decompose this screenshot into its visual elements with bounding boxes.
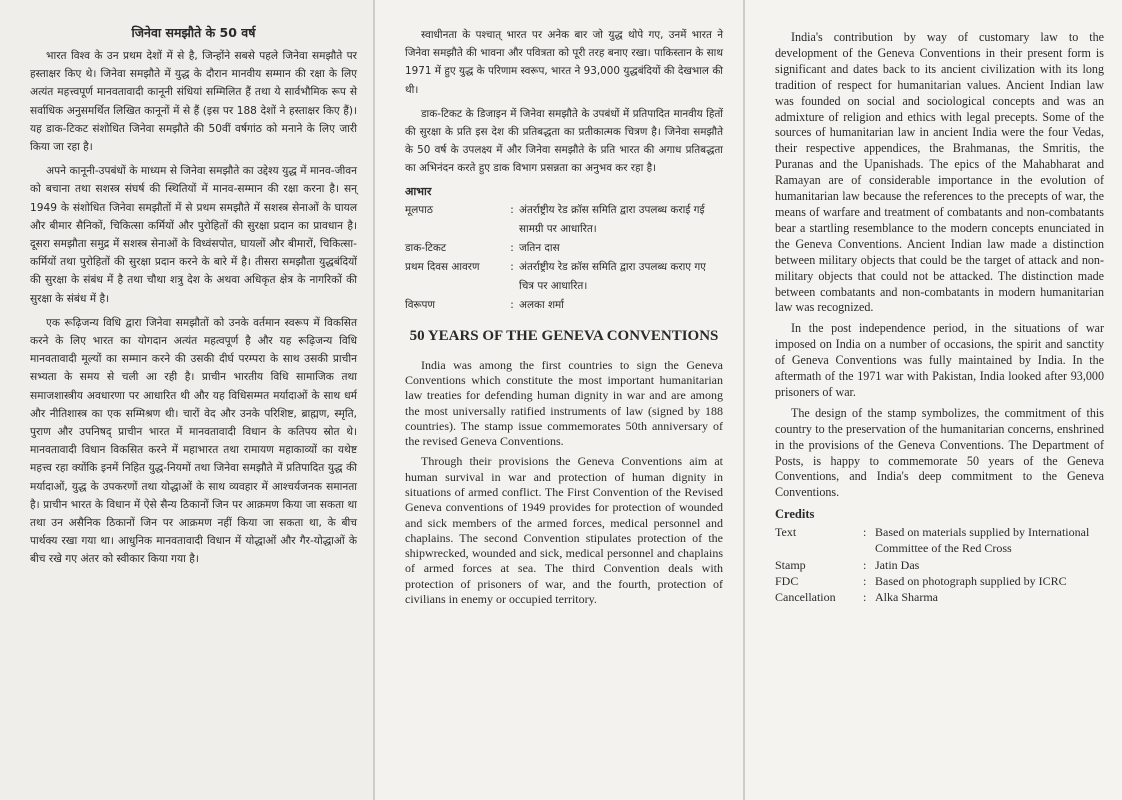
credit-row bbox=[405, 201, 723, 239]
credit-value: Jatin Das bbox=[875, 557, 920, 572]
credit-key: विरूपण bbox=[405, 298, 435, 311]
english-paragraph-4: In the post independence period, in the situations of war imposed on India on a number of occasions, the spirit and sanctity of Geneva Conventions was fully maintained by India. In the aftermath of the 1971 war with Pakistan, India looked after 93,000 prisoners of war. bbox=[775, 321, 1104, 399]
right-panel-english bbox=[745, 0, 1122, 800]
hindi-middle-paragraph-1: स्वाधीनता के पश्चात् भारत पर अनेक बार जो युद्ध थोपे गए, उनमें भारत ने जिनेवा समझौते की भावना और पवित्रता को पूरी तरह बनाए रखा। पाकिस्तान के साथ 1971 में हुए युद्ध के परिणाम स्वरूप, भारत ने 93,000 युद्धबंदियों की देखभाल की थी। bbox=[405, 29, 723, 96]
colon: : bbox=[863, 573, 867, 588]
credit-key: FDC bbox=[775, 573, 799, 588]
english-paragraph-5: The design of the stamp symbolizes, the commitment of this country to the preservation of the humanitarian concerns, enshrined in the provisions of the Geneva Conventions. The Department of Posts, is happy to commemorate 50 years of the Geneva Conventions, and India's deep commitment to the Geneva Conventions. bbox=[775, 405, 1104, 500]
english-credits-heading: Credits bbox=[775, 507, 815, 522]
credit-key: प्रथम दिवस आवरण bbox=[405, 260, 480, 273]
colon: : bbox=[510, 260, 514, 273]
credit-key: Stamp bbox=[775, 557, 806, 572]
english-paragraph-3: India's contribution by way of customary law to the development of the Geneva Conventions in their present form is significant and dates back to its ancient civilization with its long tradition of respect for humanitarian values. Ancient Indian law was founded on social and sociological concepts and was an admixture of religion and ethics with legal precepts. Some of the sources of humanitarian law in ancient India were the four Vedas, their respective appendices, the Brahmanas, the Smritis, the Puranas and the Upanishads. The epics of the Mahabharat and Ramayan are of considerable importance in the evolution of humanitarian law because the references to the precepts of war, the means of warfare and treatment of combatants and non-combatants bear a startling resemblance to the modern concepts enunciated in the Geneva Conventions. Ancient Indian law made a distinction between military objects that could be the target of attack and non-military objects that could not be attacked. The distinction made between combatants and non-combatants in modern humanitarian law was recognized. bbox=[775, 30, 1104, 315]
credit-row bbox=[775, 573, 1104, 589]
credit-value: Alka Sharma bbox=[875, 590, 938, 605]
credit-key: डाक-टिकट bbox=[405, 241, 447, 254]
credit-row bbox=[775, 557, 1104, 573]
english-paragraph-2: Through their provisions the Geneva Conventions aim at human survival in war and protection of human dignity in situations of armed conflict. The First Convention of the Revised Geneva conventions of 1949 provides for protection of wounded and sick members of the armed forces, medical personnel and chaplains. The second Convention stipulates protection of the shipwrecked, wounded and sick, medical personnel and chaplains of armed forces at sea. The third Convention deals with protection of prisoners of war, and the fourth, protection of civilians in enemy or occupied territory. bbox=[405, 454, 723, 607]
colon: : bbox=[510, 241, 514, 254]
left-panel-hindi bbox=[0, 0, 373, 800]
colon: : bbox=[863, 557, 867, 572]
credit-value: Based on materials supplied by International Committee of the Red Cross bbox=[875, 525, 1090, 556]
colon: : bbox=[510, 203, 514, 216]
colon: : bbox=[863, 590, 867, 605]
credit-row bbox=[775, 524, 1104, 556]
hindi-left-paragraph-2: अपने कानूनी-उपबंधों के माध्यम से जिनेवा समझौते का उद्देश्य युद्ध में मानव-जीवन को बचाना तथा सशस्त्र संघर्ष की स्थितियों में मानव-सम्मान की रक्षा करना है। सन् 1949 के संशोधित जिनेवा समझौतों में से प्रथम समझौते में सशस्त्र सेनाओं के घायल और बीमार सैनिकों, चिकित्सा कर्मियों और पुरोहितों की सुरक्षा प्रदान का प्रावधान है। दूसरा समझौता समुद्र में सशस्त्र सेनाओं के विध्वंसपोत, घायलों और बीमारों, चिकित्सा-कर्मियों तथा पुरोहितों की सुरक्षा प्रदान करने के बारे में है। तीसरा समझौता युद्धबंदियों की सुरक्षा के संबंध में है तथा चौथा शत्रु देश के अथवा अधिकृत क्षेत्र के नागरिकों की सुरक्षा के संबंध में है। bbox=[30, 165, 357, 305]
credit-value: अलका शर्मा bbox=[519, 298, 564, 311]
credit-row bbox=[405, 258, 723, 296]
credit-value: जतिन दास bbox=[519, 241, 560, 254]
middle-panel bbox=[375, 0, 743, 800]
colon: : bbox=[863, 525, 867, 540]
hindi-middle-paragraph-2: डाक-टिकट के डिजाइन में जिनेवा समझौते के उपबंधों में प्रतिपादित मानवीय हितों की सुरक्षा के प्रति इस देश की प्रतिबद्धता का प्रतीकात्मक चित्रण है। जिनेवा समझौते के 50 वर्ष के उपलक्ष्य में और जिनेवा समझौते के प्रति भारत की अगाध प्रतिबद्धता का अभिनंदन करते हुए डाक विभाग प्रसन्नता का अनुभव कर रहा है। bbox=[405, 107, 723, 175]
credit-row bbox=[775, 589, 1104, 605]
credit-row bbox=[405, 296, 723, 315]
english-title: 50 YEARS OF THE GENEVA CONVENTIONS bbox=[409, 327, 719, 344]
hindi-credits-table bbox=[405, 201, 723, 315]
credit-value: Based on photograph supplied by ICRC bbox=[875, 573, 1067, 588]
english-paragraph-1: India was among the first countries to sign the Geneva Conventions which constitute the most important humanitarian law treaties for defending human dignity in war and are among the most universally ratified instruments of law (signed by 188 countries). The stamp issue commemorates 50th anniversary of the revised Geneva Conventions. bbox=[405, 357, 723, 449]
credit-value: अंतर्राष्ट्रीय रेड क्रॉस समिति द्वारा उपलब्ध कराई गई सामग्री पर आधारित। bbox=[519, 203, 705, 235]
hindi-credits-heading: आभार bbox=[405, 184, 432, 198]
hindi-left-paragraph-1: भारत विश्व के उन प्रथम देशों में से है, जिन्होंने सबसे पहले जिनेवा समझौते पर हस्ताक्षर किए थे। जिनेवा समझौते में युद्ध के दौरान मानवीय सम्मान की रक्षा के लिए अत्यंत महत्त्वपूर्ण मानवतावादी कानूनी संधियां सम्मिलित हैं तथा ये सार्वभौमिक रूप से सर्वाधिक अनुसमर्थित लिखित कानूनों में से हैं (इस पर 188 देशों ने हस्ताक्षर किए हैं)। यह डाक-टिकट संशोधित जिनेवा समझौते की 50वीं वर्षगांठ को मनाने के लिए जारी किया जा रहा है। bbox=[30, 50, 357, 154]
credit-row bbox=[405, 239, 723, 258]
colon: : bbox=[510, 298, 514, 311]
credit-key: मूलपाठ bbox=[405, 203, 433, 216]
english-credits-table bbox=[775, 524, 1104, 605]
credit-key: Cancellation bbox=[775, 590, 836, 605]
credit-key: Text bbox=[775, 525, 797, 540]
hindi-title: जिनेवा समझौते के 50 वर्ष bbox=[131, 25, 256, 40]
hindi-left-paragraph-3: एक रूढ़िजन्य विधि द्वारा जिनेवा समझौतों को उनके वर्तमान स्वरूप में विकसित करने के लिए भारत का योगदान अत्यंत महत्वपूर्ण है और यह रूढ़िजन्य विधि मानवतावादी मूल्यों का सम्मान करने की उसकी दीर्घ परम्परा के साथ उसकी प्राचीन सभ्यता के समय से चली आ रही है। प्राचीन भारतीय विधि सामाजिक तथा समाजशास्त्रीय अवधारणा पर आधारित थी और यह विधिसम्मत मर्यादाओं के साथ धर्म और नीतिशास्त्र का एक सम्मिश्रण थी। चारों वेद और उनके परिशिष्ट, ब्राह्मण, स्मृति, पुराण और उपनिषद् प्राचीन भारत में मानवतावादी विधान के कतिपय स्रोत थे। मानवतावादी विधान विकसित करने में महाभारत तथा रामायण महाकाव्यों का यथेष्ट महत्त्व रहा क्योंकि इनमें निहित युद्ध-नियमों तथा जिनेवा समझौते में प्रतिपादित युद्ध की मर्यादाओं, युद्ध के उपकरणों तथा योद्धाओं के साथ व्यवहार में आश्चर्यजनक समानता है। प्राचीन भारत के विधान में ऐसे सैन्य ठिकानों जिन पर आक्रमण किया जा सकता था तथा उन असैनिक ठिकानों जिन पर आक्रमण नहीं किया जा सकता था, के बीच पार्थक्य रखा गया था। आधुनिक मानवतावादी विधान में योद्धाओं और गैर-योद्धाओं के बीच रखे गए अंतर को स्वीकार किया गया है। bbox=[30, 316, 357, 566]
credit-value: अंतर्राष्ट्रीय रेड क्रॉस समिति द्वारा उपलब्ध कराए गए चित्र पर आधारित। bbox=[519, 260, 706, 292]
